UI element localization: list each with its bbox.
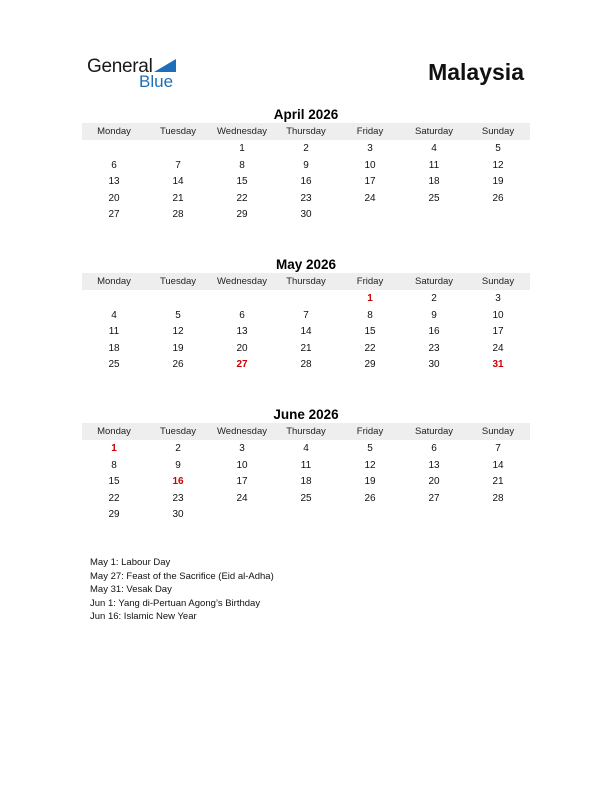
month-title: April 2026: [273, 107, 339, 122]
empty-cell: [402, 507, 466, 524]
day-cell: 29: [364, 359, 376, 371]
day-cell: 10: [236, 459, 248, 471]
empty-cell: [274, 291, 338, 308]
holiday-day-cell: 1: [367, 293, 373, 304]
day-cell: 8: [111, 459, 117, 471]
day-cell: 14: [300, 326, 312, 338]
day-cell: 3: [239, 443, 245, 454]
day-cell: 2: [303, 143, 309, 154]
weekday-header: Friday: [338, 423, 402, 440]
day-cell: 15: [236, 176, 248, 188]
day-cell: 19: [492, 176, 504, 188]
day-cell: 16: [428, 326, 440, 338]
day-cell: 16: [300, 176, 312, 188]
day-cell: 10: [492, 309, 504, 321]
weekday-header: Friday: [338, 123, 402, 140]
month-title: May 2026: [275, 257, 337, 272]
holiday-day-cell: 1: [111, 443, 117, 454]
day-cell: 21: [300, 342, 312, 354]
day-cell: 19: [364, 476, 376, 488]
day-cell: 24: [236, 492, 248, 504]
empty-cell: [466, 207, 530, 224]
empty-cell: [338, 507, 402, 524]
day-cell: 24: [364, 192, 376, 204]
day-cell: 2: [431, 293, 437, 304]
day-cell: 1: [239, 143, 245, 154]
day-cell: 17: [236, 476, 248, 488]
day-cell: 27: [428, 492, 440, 504]
day-cell: 14: [172, 176, 184, 188]
day-cell: 28: [492, 492, 504, 504]
weekday-header: Sunday: [466, 273, 530, 290]
month-may: [82, 256, 530, 374]
day-cell: 7: [175, 159, 181, 171]
day-cell: 11: [428, 159, 440, 171]
day-cell: 29: [108, 509, 120, 521]
holiday-item: Jun 16: Islamic New Year: [90, 611, 197, 622]
empty-cell: [210, 291, 274, 308]
weekday-header: Wednesday: [210, 273, 274, 290]
generalblue-logo: [87, 56, 187, 92]
day-cell: 12: [172, 326, 184, 338]
day-cell: 18: [428, 176, 440, 188]
day-cell: 10: [364, 159, 376, 171]
empty-cell: [402, 207, 466, 224]
logo-triangle-icon: [154, 59, 176, 72]
day-cell: 30: [300, 209, 312, 221]
weekday-header: Saturday: [402, 423, 466, 440]
day-cell: 5: [367, 443, 373, 454]
calendar-grid: [82, 423, 530, 524]
day-cell: 3: [495, 293, 501, 304]
month-april: [82, 106, 530, 224]
day-cell: 26: [364, 492, 376, 504]
weekday-header: Tuesday: [146, 123, 210, 140]
day-cell: 4: [303, 443, 309, 454]
day-cell: 25: [108, 359, 120, 371]
month-title: June 2026: [273, 407, 339, 422]
day-cell: 21: [492, 476, 504, 488]
weekday-header: Saturday: [402, 123, 466, 140]
day-cell: 22: [108, 492, 120, 504]
day-cell: 13: [108, 176, 120, 188]
day-cell: 17: [492, 326, 504, 338]
day-cell: 4: [111, 309, 117, 321]
calendar-grid: [82, 273, 530, 374]
day-cell: 23: [428, 342, 440, 354]
holiday-list: [90, 556, 274, 624]
country-title: Malaysia: [428, 59, 524, 85]
day-cell: 8: [239, 159, 245, 171]
weekday-header: Thursday: [274, 273, 338, 290]
day-cell: 28: [300, 359, 312, 371]
day-cell: 21: [172, 192, 184, 204]
logo-blue-text: Blue: [139, 72, 174, 91]
day-cell: 26: [492, 192, 504, 204]
day-cell: 9: [175, 459, 181, 471]
day-cell: 11: [108, 326, 120, 338]
day-cell: 6: [111, 159, 117, 171]
weekday-header: Monday: [82, 423, 146, 440]
empty-cell: [82, 291, 146, 308]
day-cell: 17: [364, 176, 376, 188]
empty-cell: [82, 141, 146, 158]
empty-cell: [210, 507, 274, 524]
day-cell: 18: [108, 342, 120, 354]
empty-cell: [146, 141, 210, 158]
day-cell: 30: [428, 359, 440, 371]
day-cell: 26: [172, 359, 184, 371]
weekday-header: Wednesday: [210, 123, 274, 140]
day-cell: 2: [175, 443, 181, 454]
empty-cell: [146, 291, 210, 308]
day-cell: 7: [495, 443, 501, 454]
holiday-item: Jun 1: Yang di-Pertuan Agong’s Birthday: [90, 597, 261, 609]
logo-general-text: General: [87, 56, 153, 77]
day-cell: 13: [236, 326, 248, 338]
day-cell: 24: [492, 342, 504, 354]
day-cell: 15: [108, 476, 120, 488]
weekday-header: Sunday: [466, 123, 530, 140]
day-cell: 5: [175, 309, 181, 321]
calendar-grid: [82, 123, 530, 224]
day-cell: 3: [367, 143, 373, 154]
weekday-header: Thursday: [274, 423, 338, 440]
empty-cell: [274, 507, 338, 524]
day-cell: 25: [300, 492, 312, 504]
day-cell: 20: [108, 192, 120, 204]
day-cell: 27: [108, 209, 120, 221]
weekday-header: Monday: [82, 273, 146, 290]
empty-cell: [466, 507, 530, 524]
day-cell: 30: [172, 509, 184, 521]
holiday-day-cell: 16: [172, 476, 184, 488]
day-cell: 23: [172, 492, 184, 504]
holiday-day-cell: 31: [492, 359, 504, 371]
day-cell: 25: [428, 192, 440, 204]
weekday-header: Saturday: [402, 273, 466, 290]
day-cell: 15: [364, 326, 376, 338]
day-cell: 8: [367, 309, 373, 321]
day-cell: 23: [300, 192, 312, 204]
holiday-item: May 1: Labour Day: [90, 557, 171, 568]
day-cell: 11: [300, 459, 312, 471]
holiday-day-cell: 27: [236, 359, 248, 371]
day-cell: 13: [428, 459, 440, 471]
weekday-header: Tuesday: [146, 423, 210, 440]
day-cell: 28: [172, 209, 184, 221]
day-cell: 29: [236, 209, 248, 221]
weekday-header: Tuesday: [146, 273, 210, 290]
day-cell: 7: [303, 309, 309, 321]
weekday-header: Monday: [82, 123, 146, 140]
day-cell: 20: [236, 342, 248, 354]
weekday-header: Friday: [338, 273, 402, 290]
day-cell: 14: [492, 459, 504, 471]
day-cell: 12: [492, 159, 504, 171]
day-cell: 4: [431, 143, 437, 154]
day-cell: 6: [431, 443, 437, 454]
day-cell: 18: [300, 476, 312, 488]
weekday-header: Wednesday: [210, 423, 274, 440]
weekday-header: Thursday: [274, 123, 338, 140]
holiday-item: May 31: Vesak Day: [90, 584, 172, 595]
day-cell: 5: [495, 143, 501, 154]
day-cell: 9: [303, 159, 309, 171]
day-cell: 9: [431, 309, 437, 321]
month-june: [82, 406, 530, 524]
day-cell: 12: [364, 459, 376, 471]
day-cell: 19: [172, 342, 184, 354]
holiday-item: May 27: Feast of the Sacrifice (Eid al-Adha): [90, 570, 274, 582]
day-cell: 22: [364, 342, 376, 354]
day-cell: 22: [236, 192, 248, 204]
day-cell: 6: [239, 309, 245, 321]
empty-cell: [338, 207, 402, 224]
weekday-header: Sunday: [466, 423, 530, 440]
day-cell: 20: [428, 476, 440, 488]
